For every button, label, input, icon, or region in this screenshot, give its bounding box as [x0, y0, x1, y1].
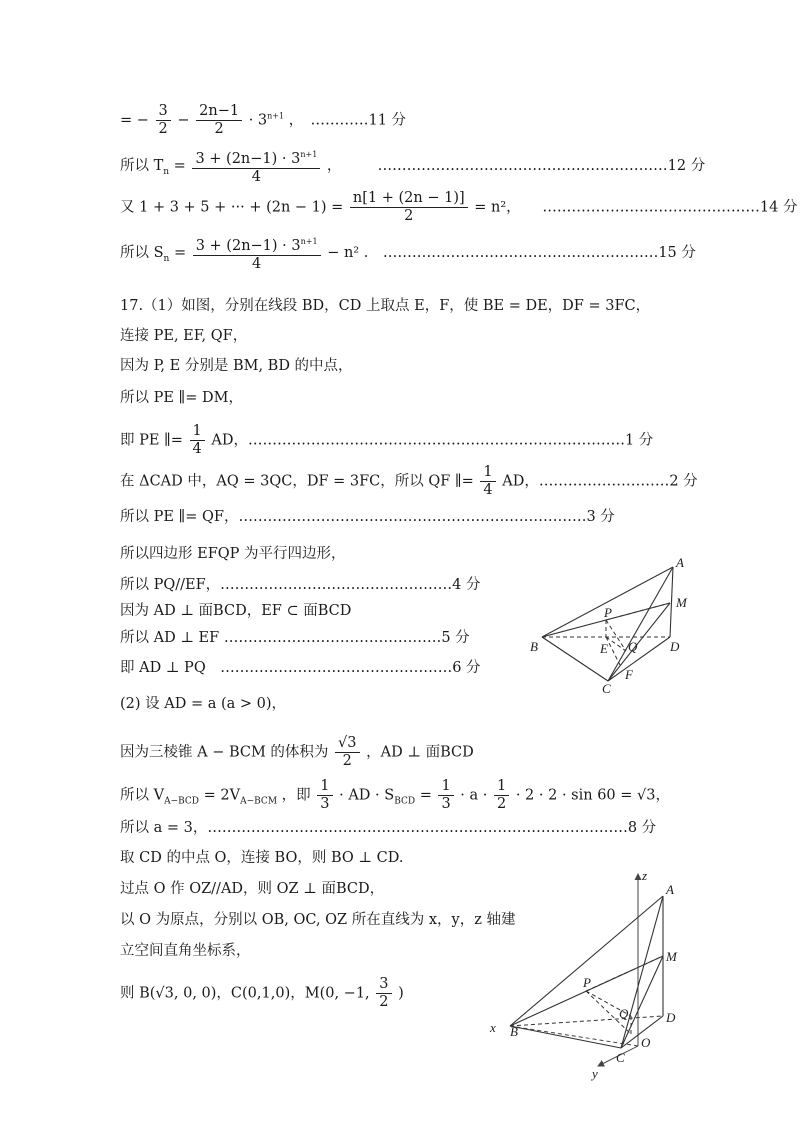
origin-line: 以 O 为原点，分别以 OB, OC, OZ 所在直线为 x，y，z 轴建 [120, 912, 516, 928]
point-m-label: M [676, 595, 687, 610]
point-o-label: O [641, 1035, 651, 1050]
step-line-1: = − $\frac{3}{2}$ − $\frac{2n-1}{2}$ · $3^{n+1}$ ， …………11 分 [120, 103, 407, 137]
sum-odd-line: 又 1 + 3 + 5 + ··· + (2n − 1) = $\frac{n[1 + (2n - 1)]}{2}$ = n²， ………………………………………14 分 [120, 190, 798, 224]
fraction: $\frac{3}{2}$ [376, 976, 391, 1011]
point-m-label: M [666, 949, 677, 964]
volume-calc-line: 所以 $V_{A-BCD} = 2V_{A-BCM}$ ，即 $\frac{1}{3}$ · AD · $S_{BCD}$ = $\frac{1}{3}$ · a · $\frac{1}{2}$ · 2 · 2 · sin 60 = √3， [120, 778, 670, 812]
a-equals-3-line: 所以 a = 3，……………………………………………………………………………8 分 [120, 820, 657, 836]
fraction: $\frac{3 + (2n-1) \cdot 3^{n+1}}{4}$ [192, 146, 320, 186]
point-b-label: B [530, 639, 538, 654]
parallelogram-line: 所以四边形 EFQP 为平行四边形， [120, 546, 346, 562]
q17-intro: 17.（1）如图，分别在线段 BD，CD 上取点 E，F，使 BE = DE，DF = 3FC， [120, 298, 651, 314]
ad-ef-line: 所以 AD ⊥ EF ………………………………………5 分 [120, 630, 470, 646]
pe-qf-line: 所以 PE ∥= QF，………………………………………………………………3 分 [120, 509, 615, 525]
midpoint-line: 因为 P, E 分别是 BM, BD 的中点， [120, 358, 353, 374]
connect-line: 连接 PE, EF, QF， [120, 328, 248, 344]
fraction: $\frac{1}{4}$ [480, 464, 495, 499]
point-d-label: D [666, 1010, 676, 1025]
coordinate-figure-2 [488, 866, 688, 1081]
ad-pq-line: 即 AD ⊥ PQ …………………………………………6 分 [120, 660, 481, 676]
pq-ef-line: 所以 PQ//EF，…………………………………………4 分 [120, 577, 481, 593]
point-q-label: Q [628, 639, 638, 654]
oz-line: 过点 O 作 OZ//AD，则 OZ ⊥ 面BCD， [120, 881, 385, 897]
fraction: $\frac{1}{4}$ [190, 423, 205, 458]
point-b-label: B [510, 1024, 518, 1039]
z-axis-label: z [642, 868, 648, 883]
points-line: 则 B(√3, 0, 0)，C(0,1,0)，M(0, −1, $\frac{3}{2}$ ) [120, 976, 404, 1010]
triangle-cad-line: 在 ΔCAD 中，AQ = 3QC，DF = 3FC，所以 QF ∥= $\frac{1}{4}$ AD，………………………2 分 [120, 464, 698, 498]
fraction: $\frac{√3}{2}$ [335, 735, 359, 770]
point-a-label: A [666, 882, 674, 897]
fraction: $\frac{2n-1}{2}$ [196, 103, 242, 138]
midpoint-o-line: 取 CD 的中点 O，连接 BO，则 BO ⊥ CD. [120, 850, 404, 866]
fraction: $\frac{1}{3}$ [438, 778, 453, 813]
sn-line: 所以 $S_n$ = $\frac{3 + (2n-1) \cdot 3^{n+1}}{4}$ − n² . …………………………………………………15 分 [120, 233, 696, 273]
point-f-label: F [625, 667, 633, 682]
point-a-label: A [676, 555, 684, 570]
fraction: $\frac{n[1 + (2n - 1)]}{2}$ [350, 190, 468, 225]
point-c-label: C [616, 1050, 625, 1065]
point-d-label: D [670, 639, 680, 654]
pe-ad-line: 即 PE ∥= $\frac{1}{4}$ AD，……………………………………………………………………1 分 [120, 423, 654, 457]
x-axis-label: x [490, 1020, 496, 1035]
coordinate-system-line: 立空间直角坐标系， [120, 943, 251, 959]
pe-dm-line: 所以 PE ∥= DM， [120, 390, 243, 406]
volume-line: 因为三棱锥 A − BCM 的体积为 $\frac{√3}{2}$ ，AD ⊥ 面BCD [120, 735, 474, 769]
point-c-label: C [602, 681, 611, 695]
fraction: $\frac{1}{3}$ [317, 778, 332, 813]
point-p-label: P [583, 975, 591, 990]
point-e-label: E [600, 641, 608, 656]
tetrahedron-figure-1 [530, 555, 700, 695]
fraction: $\frac{3}{2}$ [156, 103, 171, 138]
point-q-label: Q [619, 1006, 629, 1021]
tn-line: 所以 $T_n$ = $\frac{3 + (2n-1) \cdot 3^{n+1}}{4}$ ， ……………………………………………………12 分 [120, 146, 705, 186]
part2-line: (2) 设 AD = a (a > 0)， [120, 696, 287, 712]
fraction: $\frac{1}{2}$ [494, 778, 509, 813]
y-axis-label: y [592, 1066, 598, 1081]
point-p-label: P [604, 605, 612, 620]
ad-plane-line: 因为 AD ⊥ 面BCD，EF ⊂ 面BCD [120, 603, 352, 619]
fraction: $\frac{3 + (2n-1) \cdot 3^{n+1}}{4}$ [193, 233, 321, 273]
